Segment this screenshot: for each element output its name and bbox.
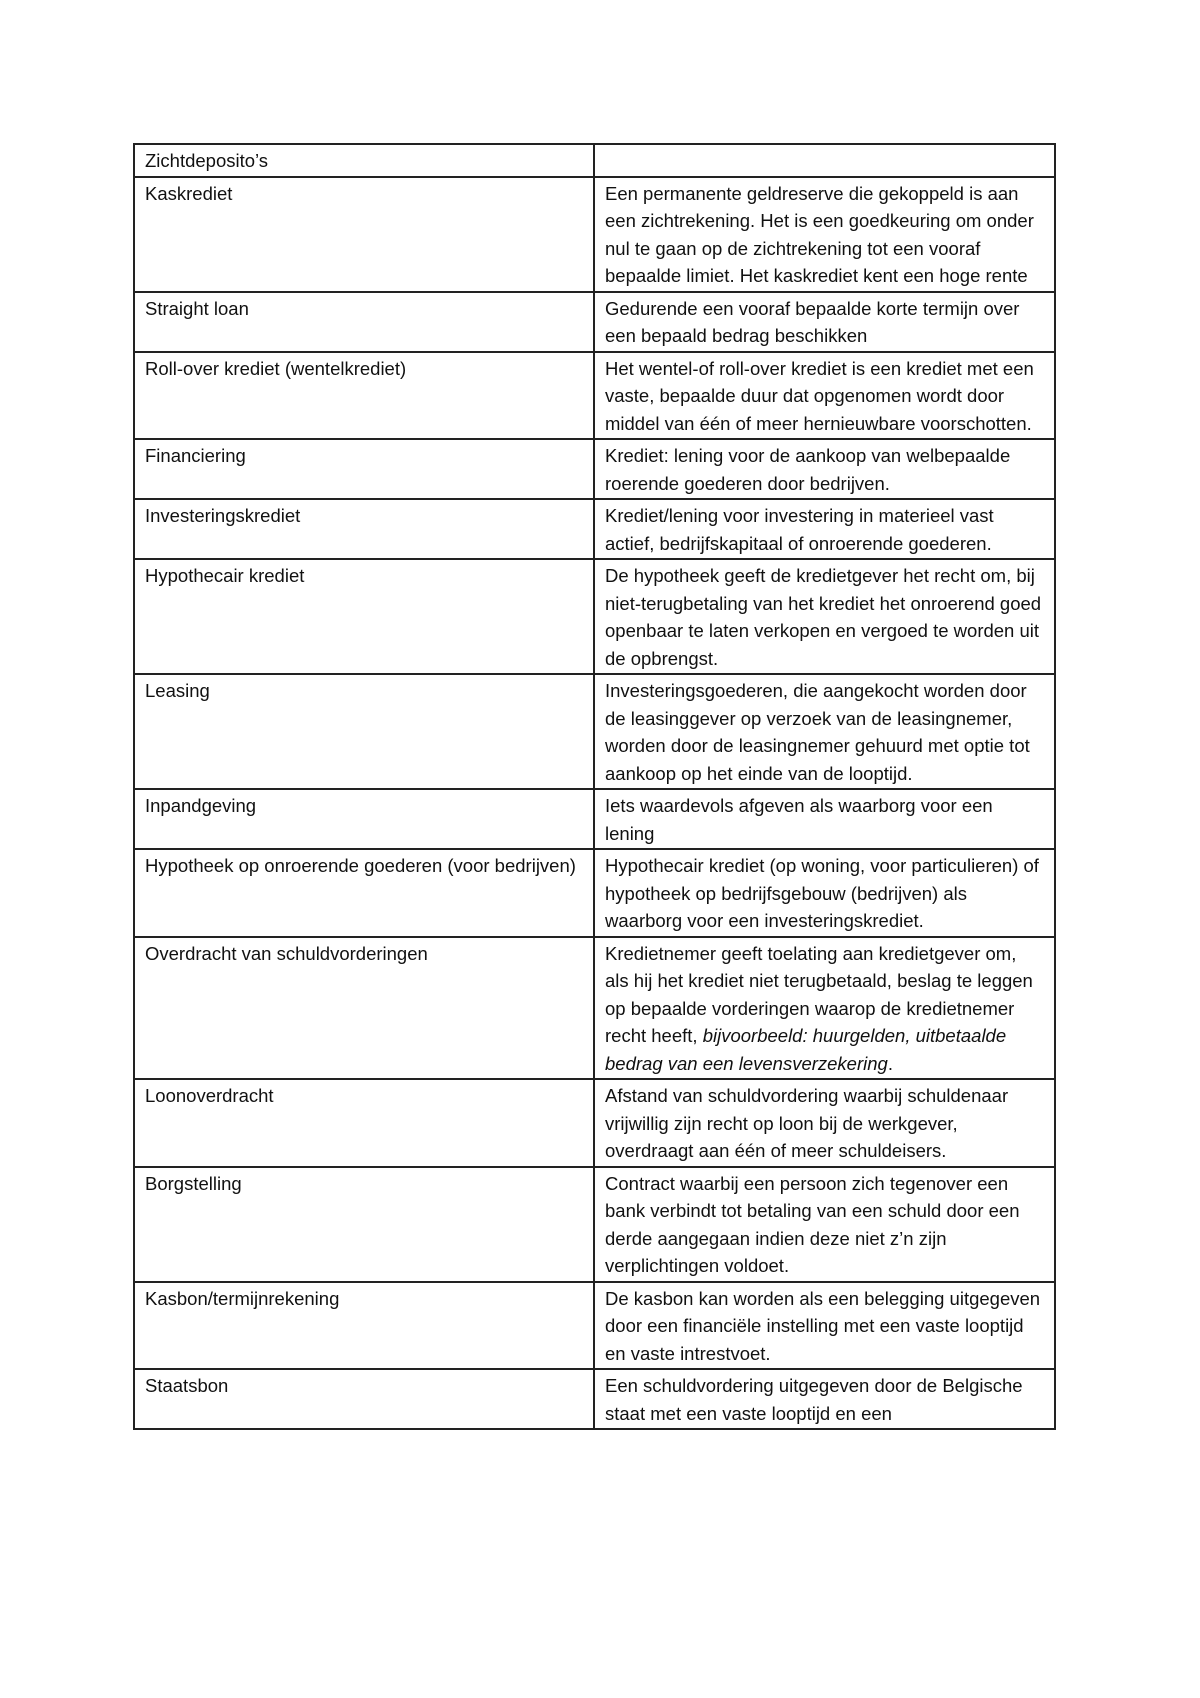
table-row — [134, 1369, 1055, 1429]
definition-cell — [594, 144, 1055, 177]
term-cell: Loonoverdracht — [134, 1079, 594, 1167]
definition-end-text: . — [887, 1052, 893, 1074]
definition-cell: Gedurende een vooraf bepaalde korte termijn over een bepaald bedrag beschikken — [594, 292, 1055, 352]
definition-example-text: bijvoorbeeld: huurgelden, uitbetaalde bedrag van een levensverzekering — [605, 1025, 1007, 1074]
definition-cell: De hypotheek geeft de kredietgever het recht om, bij niet-terugbetaling van het krediet het onroerend goed openbaar te laten verkopen en vergoed te worden uit de opbrengst. — [594, 559, 1055, 674]
table-row — [134, 789, 1055, 849]
definition-cell: Een permanente geldreserve die gekoppeld is aan een zichtrekening. Het is een goedkeuring om onder nul te gaan op de zichtrekening tot een vooraf bepaalde limiet. Het kaskrediet kent een hoge rente — [594, 177, 1055, 292]
term-cell: Leasing — [134, 674, 594, 789]
table-row — [134, 849, 1055, 937]
term-cell: Kasbon/termijnrekening — [134, 1282, 594, 1370]
table-row — [134, 499, 1055, 559]
definition-cell: Iets waardevols afgeven als waarborg voor een lening — [594, 789, 1055, 849]
table-row — [134, 937, 1055, 1080]
term-cell: Inpandgeving — [134, 789, 594, 849]
definition-cell: Krediet: lening voor de aankoop van welbepaalde roerende goederen door bedrijven. — [594, 439, 1055, 499]
term-cell: Straight loan — [134, 292, 594, 352]
term-cell: Kaskrediet — [134, 177, 594, 292]
term-cell: Zichtdeposito’s — [134, 144, 594, 177]
table-row — [134, 674, 1055, 789]
definition-cell: Investeringsgoederen, die aangekocht worden door de leasinggever op verzoek van de leasingnemer, worden door de leasingnemer gehuurd met optie tot aankoop op het einde van de looptijd. — [594, 674, 1055, 789]
definition-cell — [594, 937, 1055, 1080]
term-cell: Overdracht van schuldvorderingen — [134, 937, 594, 1080]
definition-cell: Krediet/lening voor investering in materieel vast actief, bedrijfskapitaal of onroerende goederen. — [594, 499, 1055, 559]
definition-cell: Hypothecair krediet (op woning, voor particulieren) of hypotheek op bedrijfsgebouw (bedrijven) als waarborg voor een investeringskrediet. — [594, 849, 1055, 937]
table-row — [134, 1079, 1055, 1167]
term-cell: Borgstelling — [134, 1167, 594, 1282]
definition-text: Kredietnemer geeft toelating aan kredietgever om, als hij het krediet niet terugbetaald, beslag te leggen op bepaalde vorderingen waarop de kredietnemer recht heeft, — [605, 942, 1033, 1046]
glossary-table — [133, 143, 1056, 1430]
term-cell: Roll-over krediet (wentelkrediet) — [134, 352, 594, 440]
table-row — [134, 559, 1055, 674]
table-row — [134, 1167, 1055, 1282]
term-cell: Investeringskrediet — [134, 499, 594, 559]
definition-cell: Het wentel-of roll-over krediet is een krediet met een vaste, bepaalde duur dat opgenomen wordt door middel van één of meer hernieuwbare voorschotten. — [594, 352, 1055, 440]
table-row — [134, 177, 1055, 292]
term-cell: Hypotheek op onroerende goederen (voor bedrijven) — [134, 849, 594, 937]
definition-cell: Contract waarbij een persoon zich tegenover een bank verbindt tot betaling van een schuld door een derde aangegaan indien deze niet z’n zijn verplichtingen voldoet. — [594, 1167, 1055, 1282]
table-row — [134, 1282, 1055, 1370]
definition-cell: Een schuldvordering uitgegeven door de Belgische staat met een vaste looptijd en een — [594, 1369, 1055, 1429]
term-cell: Hypothecair krediet — [134, 559, 594, 674]
definition-cell: Afstand van schuldvordering waarbij schuldenaar vrijwillig zijn recht op loon bij de werkgever, overdraagt aan één of meer schuldeisers. — [594, 1079, 1055, 1167]
table-row — [134, 439, 1055, 499]
table-row — [134, 352, 1055, 440]
term-cell: Staatsbon — [134, 1369, 594, 1429]
term-cell: Financiering — [134, 439, 594, 499]
table-row — [134, 292, 1055, 352]
definition-cell: De kasbon kan worden als een belegging uitgegeven door een financiële instelling met een vaste looptijd en vaste intrestvoet. — [594, 1282, 1055, 1370]
table-row — [134, 144, 1055, 177]
